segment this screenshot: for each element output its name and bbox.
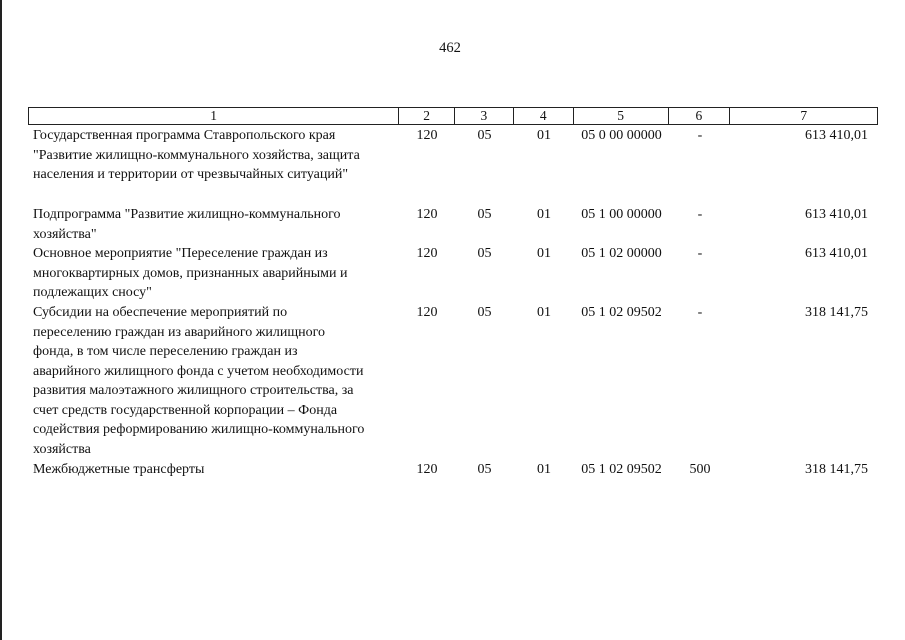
page-left-edge-rule: [0, 0, 2, 640]
row-col-6: 500: [689, 462, 711, 477]
row-col-2: 120: [416, 305, 438, 320]
row-col-2: 120: [416, 207, 438, 222]
row-col-4: 01: [537, 246, 551, 261]
header-cell-3: 3: [455, 108, 514, 124]
row-col-2: 120: [416, 246, 438, 261]
row-col-7-amount: 613 410,01: [805, 207, 868, 222]
row-col-7-amount: 613 410,01: [805, 128, 868, 143]
row-col-6: -: [697, 207, 703, 222]
row-description: Основное мероприятие "Переселение граждан из многоквартирных домов, признанных аварийными и подлежащих сносу": [33, 246, 348, 300]
row-col-3: 05: [477, 207, 492, 222]
row-col-5: 05 0 00 00000: [581, 128, 662, 143]
row-col-6: -: [697, 305, 703, 320]
header-cell-4: 4: [514, 108, 574, 124]
header-cell-7: 7: [800, 108, 808, 123]
row-col-4: 01: [537, 128, 551, 143]
header-cell-6: 6: [669, 108, 731, 124]
row-col-5: 05 1 02 00000: [581, 246, 662, 261]
header-cell-2: 2: [399, 108, 455, 124]
header-cell-1: 1: [29, 108, 399, 124]
row-description: Субсидии на обеспечение мероприятий по переселению граждан из аварийного жилищного фонда, в том числе переселению граждан из аварийного жилищного фонда с учетом необходимости развития малоэтажного жилищного строительства, за счет средств государственной корпорации – Фонда содействия реформированию жилищно-коммунального хозяйства: [33, 305, 365, 457]
row-col-2: 120: [416, 128, 438, 143]
row-col-3: 05: [477, 128, 492, 143]
row-col-3: 05: [477, 305, 492, 320]
row-col-3: 05: [477, 246, 492, 261]
row-col-6: -: [697, 246, 703, 261]
row-col-6: -: [697, 128, 703, 143]
row-col-5: 05 1 02 09502: [581, 462, 662, 477]
page-number: 462: [439, 40, 461, 56]
row-col-4: 01: [537, 462, 551, 477]
row-col-7-amount: 318 141,75: [805, 305, 868, 320]
table-header-row: [28, 107, 878, 125]
row-col-7-amount: 318 141,75: [805, 462, 868, 477]
row-col-2: 120: [416, 462, 438, 477]
row-col-4: 01: [537, 207, 551, 222]
row-col-5: 05 1 00 00000: [581, 207, 662, 222]
row-description: Межбюджетные трансферты: [33, 462, 205, 477]
row-col-7-amount: 613 410,01: [805, 246, 868, 261]
row-col-5: 05 1 02 09502: [581, 305, 662, 320]
header-cell-5: 5: [574, 108, 669, 124]
row-description: Подпрограмма "Развитие жилищно-коммунального хозяйства": [33, 207, 341, 242]
row-col-3: 05: [477, 462, 492, 477]
row-description: Государственная программа Ставропольского края "Развитие жилищно-коммунального хозяйства, защита населения и территории от чрезвычайных ситуаций": [33, 128, 360, 182]
row-col-4: 01: [537, 305, 551, 320]
